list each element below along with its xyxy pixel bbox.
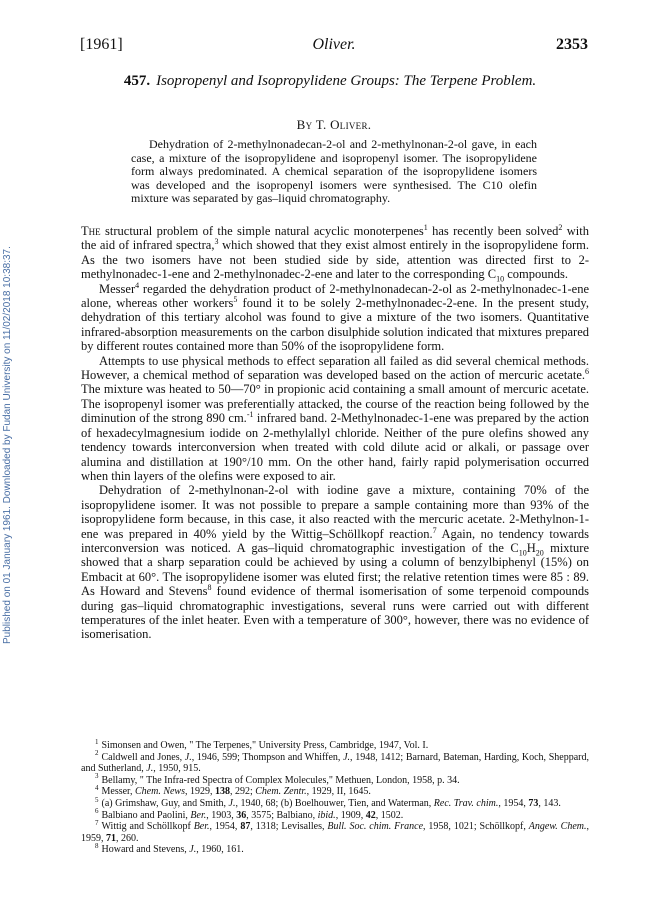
footnote-text: Howard and Stevens, <box>101 844 190 856</box>
footnote-number: 4 <box>95 784 99 793</box>
volume-number: 42 <box>365 809 376 821</box>
journal-name: J. <box>228 797 236 809</box>
footnote-text: , 1929, <box>184 786 215 798</box>
footnote-text: Simonsen and Owen, " The Terpenes," University Press, Cambridge, 1947, Vol. I. <box>101 740 429 751</box>
paragraph-text: The mixture was heated to 50—70° in propionic acid containing a small amount of mercuric acetate. The isopropenyl isomer was preferentially attacked, the course of the reaction being followed by the diminution of the strong 890 cm. <box>81 382 589 426</box>
footnote-4 <box>81 786 589 798</box>
footnote-number: 1 <box>95 737 99 746</box>
citation-ref: 1 <box>423 222 428 232</box>
footnote-text: , 1954, <box>209 821 241 833</box>
journal-name: J. <box>189 844 197 856</box>
paragraph-text: Again, no tendency towards interconversion was noticed. A gas–liquid chromatographic investigation of the C <box>81 526 589 555</box>
paragraph-text: found it to be solely 2-methylnonadec-2-ene. In the present study, dehydration of this tertiary alcohol was found to give a mixture of the two isomers. Quantitative infrared-absorption measurements on the carbon disulphide solution indicated that mixtures prepared by different routes contained more than 50% of the isopropylidene form. <box>81 296 589 354</box>
journal-name: Angew. Chem. <box>528 821 587 833</box>
footnote-text: , 1960, 161. <box>196 844 244 856</box>
citation-ref: 7 <box>432 525 437 535</box>
footnote-text: , 1959, <box>81 821 590 844</box>
drop-word: The <box>81 224 101 238</box>
paragraph-text: H <box>526 540 536 555</box>
journal-name: Bull. Soc. chim. France <box>327 821 424 833</box>
volume-number: 36 <box>236 809 247 821</box>
paragraph-4 <box>81 483 589 641</box>
footnote-text: , 260. <box>116 832 139 844</box>
footnote-text: , 143. <box>538 797 561 809</box>
journal-name: Ber. <box>190 809 207 821</box>
journal-name: J. <box>343 751 351 763</box>
footnote-number: 8 <box>95 842 99 851</box>
footnote-number: 5 <box>95 795 99 804</box>
footnote-text: Messer, <box>101 786 135 798</box>
paragraph-1 <box>81 224 589 282</box>
footnote-number: 3 <box>95 772 99 781</box>
journal-name: Chem. Zentr. <box>255 786 307 798</box>
paragraph-text: which showed that they exist almost entirely in the isopropylidene form. As the two isomers have not been studied side by side, attention was directed first to 2-methylnonadec-1-ene and 2-methylnonadec-2-ene and later to the corresponding C <box>81 238 589 282</box>
journal-name: J. <box>184 751 192 763</box>
paragraph-3 <box>81 354 589 484</box>
paragraph-text: infrared band. 2-Methylnonadec-1-ene was prepared by the action of hexadecylmagnesium iodide on 2-methylallyl chloride. Neither of the pure olefins showed any tendency towards interconversion when treated with cold dilute acid or alkali, or passage over alumina and distillation at 190°/10 mm. On the other hand, fairly rapid polymerisation occurred when thin layers of the olefins were exposed to air. <box>81 411 589 483</box>
paragraph-2 <box>81 282 589 354</box>
footnote-text: Wittig and Schöllkopf <box>101 821 194 833</box>
paragraph-text: regarded the dehydration product of 2-methylnonadecan-2-ol as 2-methylnonadec-1-ene alone, whereas other workers <box>81 281 589 311</box>
footnote-text: , 1929, II, 1645. <box>306 786 371 798</box>
footnote-text: , 1940, 68; (b) Boelhouwer, Tien, and Waterman, <box>235 797 434 809</box>
running-header <box>80 34 588 56</box>
footnote-1 <box>81 737 589 752</box>
footnote-text: , 1948, 1412; Barnard, Bateman, Harding, Koch, Sheppard, and Sutherland, <box>81 751 589 775</box>
paragraph-text: has recently been solved <box>427 224 559 238</box>
footnotes <box>81 737 590 856</box>
download-notice: Published on 01 January 1961. Downloaded by Fudan University on 11/02/2018 10:38:37. <box>2 246 13 644</box>
footnote-text: , 1946, 599; Thompson and Whiffen, <box>191 751 344 763</box>
journal-name: ibid. <box>317 809 336 821</box>
article-body <box>81 224 589 642</box>
abstract-text: Dehydration of 2-methylnonadecan-2-ol and 2-methylnonan-2-ol gave, in each case, a mixture of the isopropylidene and isopropenyl isomer. The isopropylidene form always predominated. A chemical separation of the isopropylidene isomers was developed and the isopropenyl isomers were synthesised. The C10 olefin mixture was separated by gas–liquid chromatography. <box>131 137 537 206</box>
article-title <box>110 72 550 90</box>
paragraph-text: structural problem of the simple natural acyclic monoterpenes <box>100 224 424 238</box>
footnote-text: , 1958, 1021; Schöllkopf, <box>423 821 529 833</box>
subscript: 10 <box>518 548 527 558</box>
footnote-text: , 292; <box>229 786 256 798</box>
subscript: 10 <box>496 274 505 284</box>
journal-name: Ber. <box>193 821 210 833</box>
journal-name: Rec. Trav. chim. <box>433 797 499 809</box>
footnote-text: , 1954, <box>498 797 529 809</box>
byline: By T. Oliver. <box>296 117 372 132</box>
footnote-text: Bellamy, " The Infra-red Spectra of Complex Molecules," Methuen, London, 1958, p. 34. <box>101 774 460 786</box>
footnote-number: 2 <box>95 749 99 758</box>
citation-ref: 5 <box>233 294 238 304</box>
journal-name: Chem. News <box>134 786 185 798</box>
volume-number: 138 <box>214 786 230 798</box>
citation-ref: 6 <box>585 366 589 376</box>
header-year: [1961] <box>80 36 123 53</box>
abstract <box>131 138 537 206</box>
footnote-5 <box>81 795 589 810</box>
footnote-text: , 1318; Levisalles, <box>250 821 328 833</box>
paragraph-text: Dehydration of 2-methylnonan-2-ol with iodine gave a mixture, containing 70% of the isopropylidene isomer. It was not possible to prepare a sample containing more than 93% of the isopropylidene form because, in this case, it also reacted with the mercuric acetate. 2-Methylnon-1-ene was prepared in 40% yield by the Wittig–Schöllkopf reaction. <box>81 483 589 541</box>
footnote-text: Caldwell and Jones, <box>101 751 185 763</box>
volume-number: 73 <box>528 797 539 809</box>
paragraph-text: Attempts to use physical methods to effect separation all failed as did several chemical methods. However, a chemical method of separation was developed based on the action of mercuric acetate. <box>81 353 589 383</box>
citation-ref: 3 <box>214 237 219 247</box>
footnote-text: Balbiano and Paolini, <box>101 809 191 821</box>
paragraph-text: compounds. <box>504 267 569 282</box>
article-title-text: Isopropenyl and Isopropylidene Groups: The Terpene Problem. <box>156 73 537 89</box>
paragraph-text: mixture showed that a sharp separation could be achieved by using a column of benzylbiphenyl (15%) on Embacit at 60°. The isopropylidene isomer was eluted first; the relative retention times were 85 : 89. As Howard and Stevens <box>81 540 589 599</box>
volume-number: 71 <box>106 832 116 844</box>
footnote-text: , 1909, <box>335 809 366 821</box>
subscript: 20 <box>535 548 544 558</box>
journal-name: J. <box>146 763 154 775</box>
volume-number: 87 <box>240 821 251 833</box>
footnote-number: 6 <box>95 807 99 816</box>
superscript: -1 <box>246 410 254 420</box>
paragraph-text: with the aid of infrared spectra, <box>81 224 589 253</box>
paragraph-text: found evidence of thermal isomerisation of some terpenoid compounds during gas–liquid chromatographic investigations, several runs were carried out with different temperatures of the inlet heater. Even with a temperature of 300°, however, there was no evidence of isomerisation. <box>81 584 589 642</box>
citation-ref: 8 <box>207 583 212 592</box>
footnote-7 <box>81 818 590 844</box>
footnote-number: 7 <box>95 818 99 827</box>
footnote-6 <box>81 807 589 822</box>
citation-ref: 2 <box>558 222 563 232</box>
footnote-text: , 3575; Balbiano, <box>246 809 318 821</box>
footnote-text: , 1903, <box>206 809 237 821</box>
footnote-text: (a) Grimshaw, Guy, and Smith, <box>101 797 229 809</box>
footnote-text: , 1950, 915. <box>153 763 201 775</box>
footnote-3 <box>81 772 589 787</box>
footnote-text: , 1502. <box>375 809 404 821</box>
citation-ref: 4 <box>135 280 140 290</box>
footnote-2 <box>81 749 589 775</box>
page-number: 2353 <box>556 36 588 53</box>
article-number: 457. <box>123 73 151 89</box>
footnote-8 <box>81 844 589 856</box>
paragraph-text: Messer <box>99 281 136 296</box>
header-author: Oliver. <box>312 36 356 53</box>
